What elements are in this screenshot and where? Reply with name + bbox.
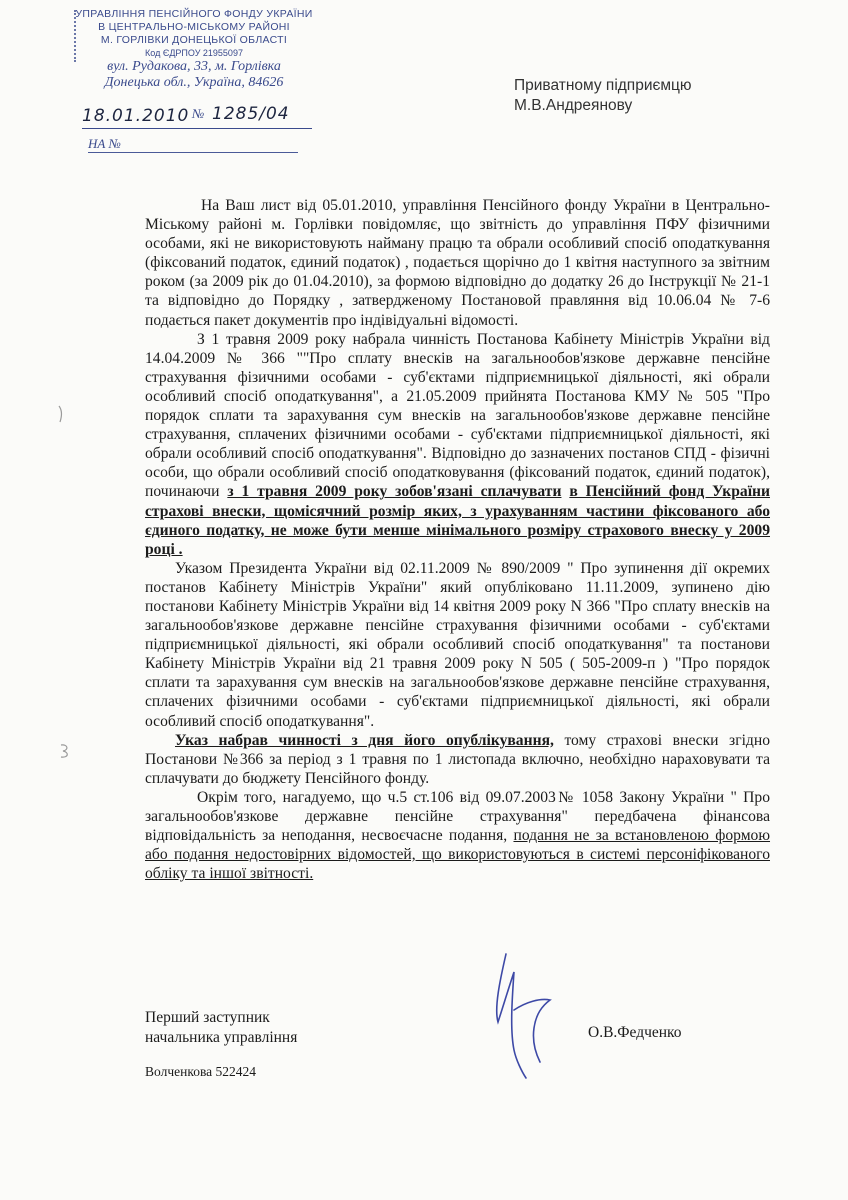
paragraph-5 bbox=[145, 788, 770, 883]
position-line-2: начальника управління bbox=[145, 1029, 298, 1046]
paragraph-1: На Ваш лист від 05.01.2010, управління Пенсійного фонду України в Центрально-Міському районі м. Горлівки повідомляє, що звітність до управління ПФУ фізичними особами, які не використовують найману працю та обрали особливий спосіб оподаткування (фіксований податок, єдиний податок) , подається щорічно до 1 квітня наступного за звітним роком (за 2009 рік до 01.04.2010), за формою відповідно до додатку 26 до Інструкції № 21-1 та відповідно до Порядку , затвердженому Постановой правляння від 10.06.04 № 7-6 подається пакет документів про індівідуальні відомості. bbox=[145, 197, 770, 329]
addressee-name: М.В.Андреянову bbox=[514, 97, 633, 114]
stamp-address-2: Донецька обл., Україна, 84626 bbox=[104, 75, 284, 90]
paragraph-3: Указом Президента України від 02.11.2009 № 890/2009 " Про зупинення дії окремих постанов Кабінету Міністрів України" який опубліковано 11.11.2009, зупинено дію постанови Кабінету Міністрів України від 14 квітня 2009 року N 366 "Про сплату внесків на загальнообов'язкове державне пенсійне страхування фізичними особами - суб'єктами підприємницької діяльності, які обрали особливий спосіб оподаткування" та постанови Кабінету Міністрів України від 21 травня 2009 року N 505 ( 505-2009-п ) "Про порядок сплати та зарахування сум внесків на загальнообов'язкове державне пенсійне страхування, сплачених фізичними особами - суб'єктами підприємницької діяльності, які обрали особливий спосіб оподаткування". bbox=[145, 559, 770, 730]
stamp-code: Код ЄДРПОУ 21955097 bbox=[145, 48, 243, 58]
stamp-line-3: М. ГОРЛІВКИ ДОНЕЦЬКОЇ ОБЛАСТІ bbox=[100, 34, 288, 46]
paragraph-4-emphasis: Указ набрав чинності з дня його опублікування, bbox=[175, 731, 554, 749]
paragraph-2-text: З 1 травня 2009 року набрала чинність Постанова Кабінету Міністрів України від 14.04.2009 № 366 ""Про сплату внесків на загальнообов'язкове державне пенсійне страхування фізичними особами - суб'єктами підприємницької діяльності, які обрали особливий спосіб оподаткування", а 21.05.2009 прийнята Постанова КМУ № 505 "Про порядок сплати та зарахування сум внесків на загальнообов'язкове державне пенсійне страхування, сплачених фізичними особами - суб'єктами підприємницької діяльності, які обрали особливий спосіб оподаткування". Відповідно до зазначених постанов СПД - фізичні особи, що обрали особливий спосіб оподатковування (фіксований податок, єдиний податок), починаючи bbox=[145, 330, 770, 501]
institution-stamp bbox=[74, 8, 314, 91]
paragraph-4-text: тому страхові внески згідно Постанови №366 за період з 1 травня по 1 листопада включно, необхідно нараховувати та сплачувати до бюджету Пенсійного фонду. bbox=[145, 731, 770, 787]
addressee-title: Приватному підприємцю bbox=[514, 77, 692, 94]
stamp-line-1: УПРАВЛІННЯ ПЕНСІЙНОГО ФОНДУ УКРАЇНИ bbox=[75, 8, 313, 20]
paragraph-2 bbox=[145, 330, 770, 559]
margin-mark-icon bbox=[56, 404, 68, 424]
margin-mark-icon bbox=[58, 742, 74, 760]
executor-info: Волченкова 522424 bbox=[145, 1064, 257, 1079]
letter-body bbox=[145, 196, 770, 883]
paragraph-2-emphasis-1: з 1 травня 2009 року зобов'язані сплачувати bbox=[227, 483, 562, 501]
stamp-address-1: вул. Рудакова, 33, м. Горлівка bbox=[107, 59, 281, 74]
registration-no-label: № bbox=[192, 106, 206, 121]
registration-number: 1285/04 bbox=[212, 104, 290, 124]
stamp-line-2: В ЦЕНТРАЛЬНО-МІСЬКОМУ РАЙОНІ bbox=[98, 21, 290, 33]
reference-line bbox=[88, 136, 298, 153]
signatory-position bbox=[145, 1008, 297, 1048]
handwritten-signature bbox=[478, 950, 568, 1080]
registration-date: 18.01.2010 bbox=[82, 106, 190, 126]
signatory-name: О.В.Федченко bbox=[588, 1024, 682, 1041]
addressee bbox=[514, 76, 692, 116]
paragraph-2-emphasis-2: в Пенсійний фонд України страхові внески, щомісячний розмір яких, з урахуванням частини фіксованого або єдиного податку, не може бути менше мінімального розміру страхового внеску у 2009 році . bbox=[145, 483, 770, 558]
paragraph-5-text: Окрім того, нагадуемо, що ч.5 ст.106 від 09.07.2003№ 1058 Закону України " Про загальнообов'язкове державне пенсійне страхування" передбачена фінансова відповідальність за неподання, несвоєчасне подання, bbox=[145, 788, 770, 845]
position-line-1: Перший заступник bbox=[145, 1009, 270, 1026]
paragraph-4 bbox=[145, 731, 770, 788]
registration-line bbox=[82, 104, 312, 129]
paragraph-5-underlined: подання не за встановленою формою або подання недостовірних відомостей, що використовуються в системі персоніфікованого обліку та іншої звітності. bbox=[145, 827, 771, 883]
reference-label: НА № bbox=[88, 136, 121, 151]
